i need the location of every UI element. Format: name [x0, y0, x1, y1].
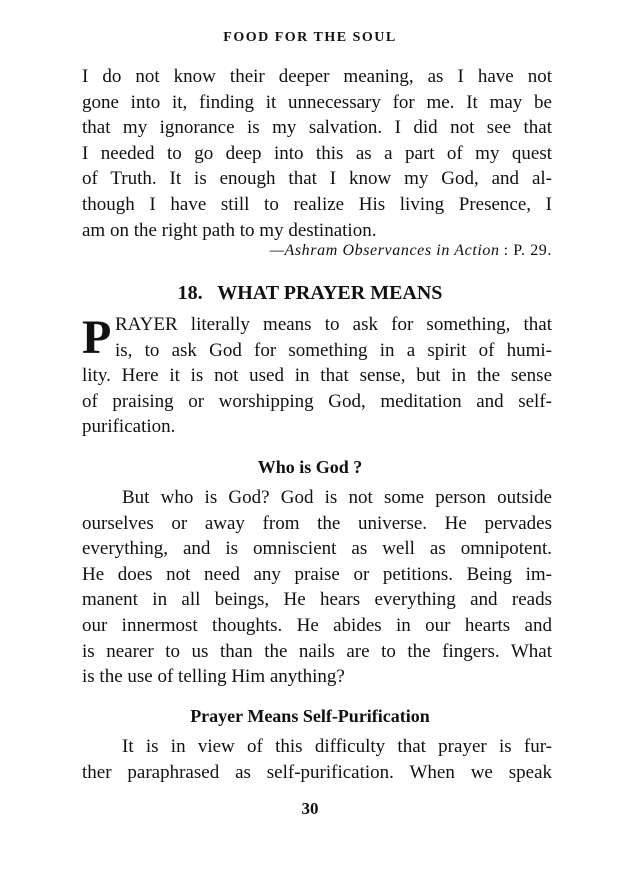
text-line: of praising or worshipping God, meditation and self- [82, 390, 552, 412]
citation [82, 242, 552, 260]
text-line: everything, and is omniscient as well as omnipotent. [82, 538, 552, 560]
text-line: I needed to go deep into this as a part of my quest [82, 142, 552, 164]
text-line: is nearer to us than the nails are to the fingers. What [82, 640, 552, 662]
text-line: I do not know their deeper meaning, as I have not [82, 66, 552, 87]
text-line: RAYER literally means to ask for something, that [115, 314, 552, 335]
text-line: lity. Here it is not used in that sense, but in the sense [82, 365, 552, 387]
text-line: But who is God? God is not some person outside [122, 487, 552, 508]
text-line: is, to ask God for something in a spirit of humi- [115, 339, 552, 361]
text-line: He does not need any praise or petitions. Being im- [82, 563, 552, 585]
text-line: though I have still to realize His living Presence, I [82, 193, 552, 215]
intro-paragraph [82, 64, 552, 243]
text-line: am on the right path to my destination. [82, 219, 377, 241]
text-line: is the use of telling Him anything? [82, 666, 345, 688]
self-purification-paragraph [82, 734, 552, 785]
section-title: 18. WHAT PRAYER MEANS [177, 282, 443, 304]
running-head: FOOD FOR THE SOUL [223, 30, 397, 45]
text-line: of Truth. It is enough that I know my God, and al- [82, 168, 552, 190]
citation-page: : P. 29. [503, 242, 552, 259]
text-line: gone into it, finding it unnecessary for me. It may be [82, 91, 552, 113]
text-line: purification. [82, 416, 176, 438]
text-line: It is in view of this difficulty that prayer is fur- [122, 736, 552, 757]
prayer-paragraph [82, 312, 552, 440]
text-line: ourselves or away from the universe. He pervades [82, 512, 552, 534]
text-line: manent in all beings, He hears everything and reads [82, 589, 552, 611]
text-line: ther paraphrased as self-purification. When we speak [82, 761, 552, 783]
drop-cap: P [82, 311, 112, 364]
subheading-who-is-god: Who is God ? [257, 457, 363, 477]
page-number: 30 [301, 799, 319, 818]
text-line: that my ignorance is my salvation. I did not see that [82, 117, 552, 139]
citation-source: —Ashram Observances in Action [269, 242, 500, 259]
text-line: our innermost thoughts. He abides in our hearts and [82, 614, 552, 636]
subheading-self-purification: Prayer Means Self-Purification [190, 706, 430, 726]
who-is-god-paragraph [82, 485, 552, 690]
